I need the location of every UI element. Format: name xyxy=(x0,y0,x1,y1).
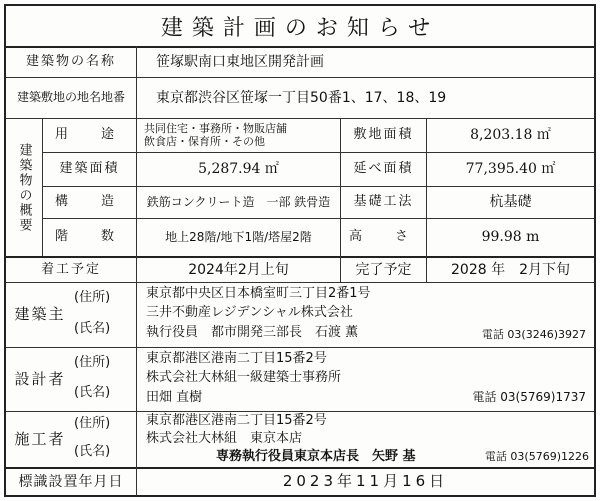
height-value: 99.98 m xyxy=(481,229,540,246)
owner-role: 建築主 xyxy=(14,305,66,324)
posted-date-label: 標識設置年月日 xyxy=(18,473,124,490)
owner-name-label: (氏名) xyxy=(74,320,111,336)
rule xyxy=(6,282,594,283)
designer-address: 東京都港区港南二丁目15番2号 xyxy=(146,351,327,367)
structure-value: 鉄筋コンクリート造 一部 鉄骨造 xyxy=(146,194,331,209)
end-schedule-value: 2028 年 2月下旬 xyxy=(451,261,570,278)
building-name-value: 笹塚駅南口東地区開発計画 xyxy=(156,53,324,70)
owner-address: 東京都中央区日本橋室町三丁目2番1号 xyxy=(146,286,371,302)
owner-company: 三井不動産レジデンシャル株式会社 xyxy=(146,305,353,321)
designer-role: 設計者 xyxy=(14,369,66,388)
structure-label: 構 造 xyxy=(54,194,124,210)
overview-section-label: 建築物の概要 xyxy=(16,142,32,233)
rule xyxy=(6,347,594,348)
rule xyxy=(136,282,137,496)
end-schedule-label: 完了予定 xyxy=(355,261,412,278)
notice-title: 建築計画のお知らせ xyxy=(160,15,440,41)
owner-phone: 電話 03(3246)3927 xyxy=(481,327,586,341)
owner-address-label: (住所) xyxy=(74,289,111,305)
use-value-line1: 共同住宅・事務所・物販店舗 xyxy=(144,121,287,135)
notice-board xyxy=(4,4,596,497)
designer-address-label: (住所) xyxy=(74,354,111,370)
contractor-company: 株式会社大林組 東京本店 xyxy=(146,430,303,446)
start-schedule-value: 2024年2月上旬 xyxy=(188,261,289,278)
owner-person: 執行役員 都市開発三部長 石渡 薫 xyxy=(146,324,359,340)
contractor-name-label: (氏名) xyxy=(74,443,111,459)
contractor-person: 専務執行役員東京本店長 矢野 基 xyxy=(216,448,416,464)
contractor-address-label: (住所) xyxy=(74,415,111,431)
site-area-value: 8,203.18 ㎡ xyxy=(470,127,551,144)
site-area-label: 敷地面積 xyxy=(353,127,414,143)
foundation-value: 杭基礎 xyxy=(489,194,532,211)
contractor-phone: 電話 03(5769)1226 xyxy=(484,449,589,463)
foundation-label: 基礎工法 xyxy=(353,194,414,210)
designer-person: 田畑 直樹 xyxy=(146,389,203,405)
designer-name-label: (氏名) xyxy=(74,384,111,400)
use-label: 用 途 xyxy=(54,127,124,143)
height-label: 高 さ xyxy=(348,229,418,245)
start-schedule-label: 着工予定 xyxy=(40,261,101,277)
site-address-value: 東京都渋谷区笹塚一丁目50番1、17、18、19 xyxy=(156,89,447,106)
total-floor-area-value: 77,395.40 ㎡ xyxy=(465,161,556,178)
site-address-label: 建築敷地の地名地番 xyxy=(16,90,125,105)
use-value xyxy=(144,119,336,152)
building-area-value: 5,287.94 ㎡ xyxy=(198,161,279,178)
total-floor-area-label: 延べ面積 xyxy=(353,161,414,177)
designer-phone: 電話 03(5769)1737 xyxy=(472,390,586,405)
floors-label: 階 数 xyxy=(54,229,124,245)
building-name-label: 建築物の名称 xyxy=(25,53,116,69)
use-value-line2: 飲食店・保育所・その他 xyxy=(144,134,265,148)
contractor-role: 施工者 xyxy=(14,429,66,448)
designer-company: 株式会社大林組一級建築士事務所 xyxy=(146,370,342,386)
rule xyxy=(136,46,137,118)
contractor-address: 東京都港区港南二丁目15番2号 xyxy=(146,412,327,428)
posted-date-value: 2023年11月16日 xyxy=(282,472,449,491)
building-area-label: 建築面積 xyxy=(59,161,120,177)
floors-value: 地上28階/地下1階/塔屋2階 xyxy=(165,229,312,244)
